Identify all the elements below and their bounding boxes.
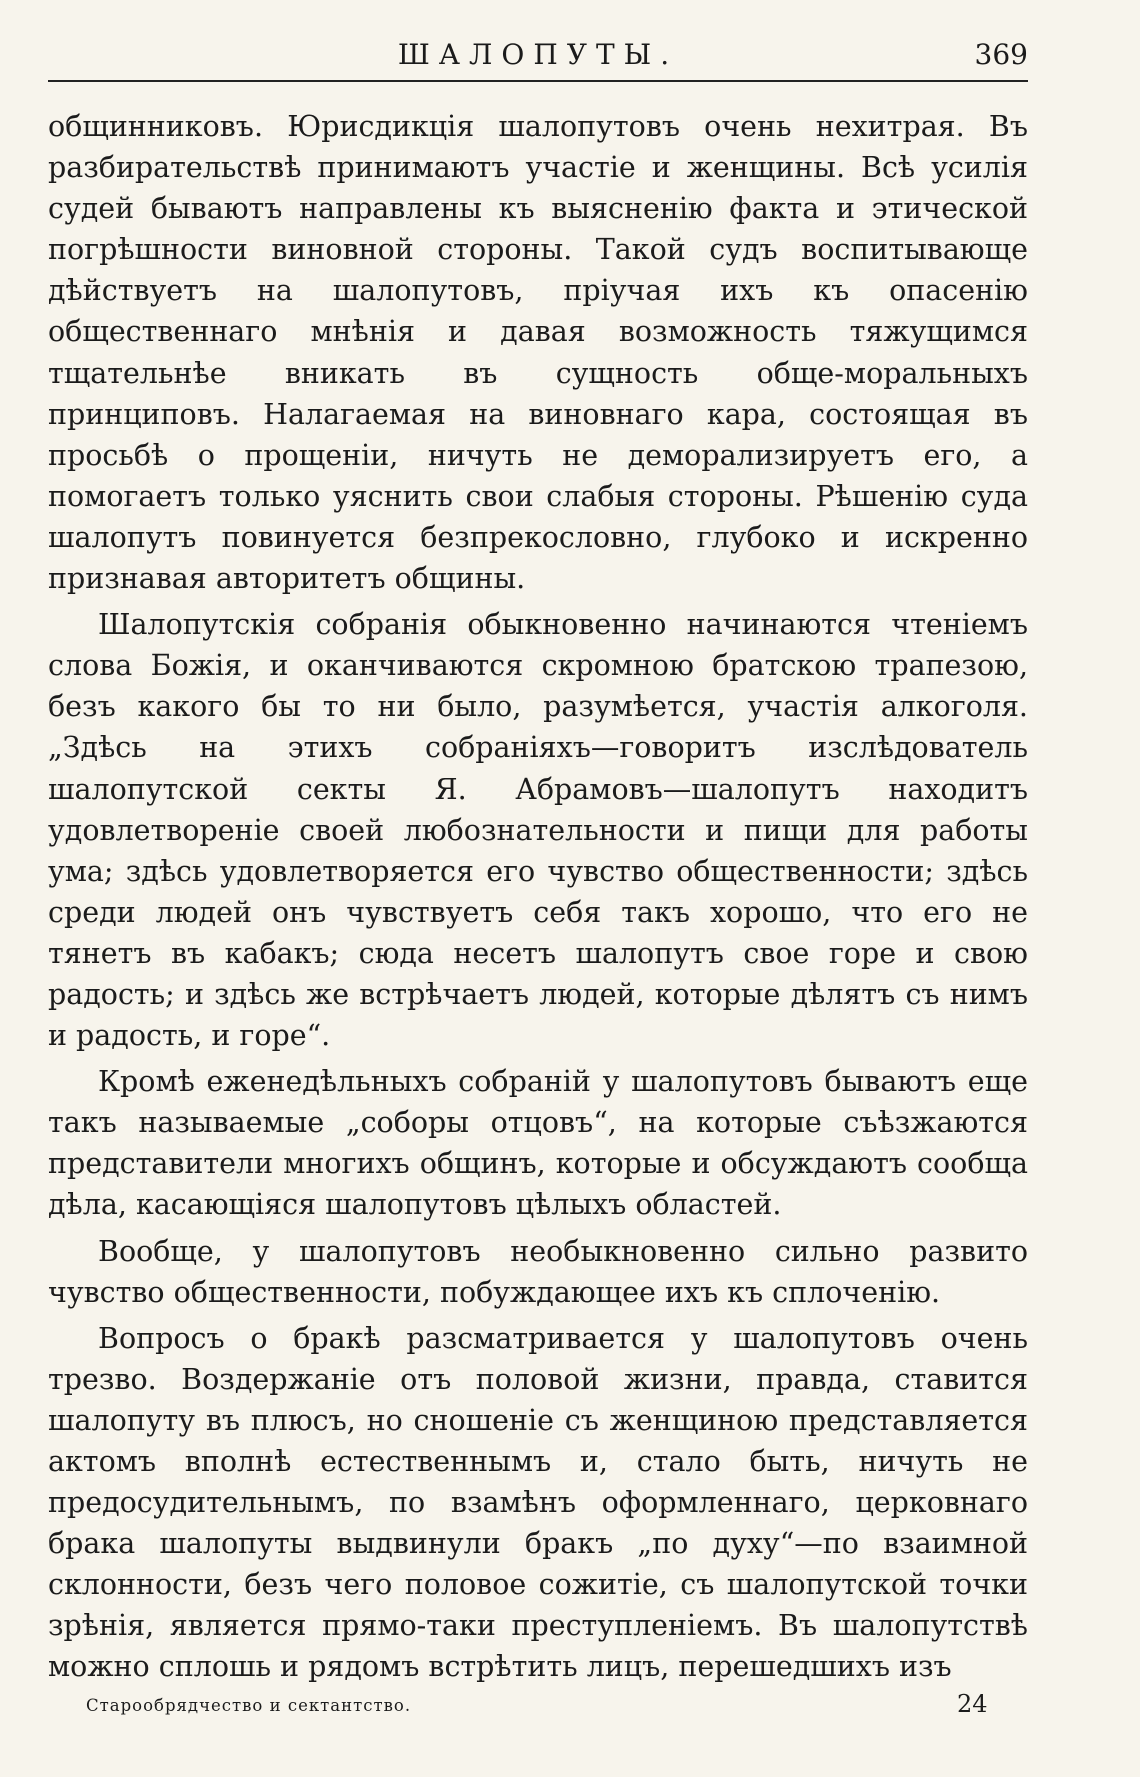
body-text bbox=[48, 106, 1028, 1693]
paragraph: общинниковъ. Юрисдикція шалопутовъ очень нехитрая. Въ разбирательствѣ принимаютъ участіе и женщины. Всѣ усилія судей бываютъ направлены къ выясненію факта и этической погрѣшности виновной стороны. Такой судъ воспитывающе дѣйствуетъ на шалопутовъ, пріучая ихъ къ опасенію общественнаго мнѣнія и давая возможность тяжущимся тщательнѣе вникать въ сущность обще-моральныхъ принциповъ. Налагаемая на виновнаго кара, состоящая въ просьбѣ о прощеніи, ничуть не деморализируетъ его, а помогаетъ только уяснить свои слабыя стороны. Рѣшенію суда шалопутъ повинуется безпрекословно, глубоко и искренно признавая авторитетъ общины. bbox=[48, 110, 1028, 596]
header-rule bbox=[48, 80, 1028, 82]
paragraph: Шалопутскія собранія обыкновенно начинаются чтеніемъ слова Божія, и оканчиваются скромною братскою трапезою, безъ какого бы то ни было, разумѣется, участія алкоголя. „Здѣсь на этихъ собраніяхъ—говоритъ изслѣдователь шалопутской секты Я. Абрамовъ—шалопутъ находитъ удовлетвореніе своей любознательности и пищи для работы ума; здѣсь удовлетворяется его чувство общественности; здѣсь среди людей онъ чувствуетъ себя такъ хорошо, что его не тянетъ въ кабакъ; сюда несетъ шалопутъ свое горе и свою радость; и здѣсь же встрѣчаетъ людей, которые дѣлятъ съ нимъ и радость, и горе“. bbox=[48, 608, 1028, 1053]
paragraph: Вопросъ о бракѣ разсматривается у шалопутовъ очень трезво. Воздержаніе отъ половой жизни, правда, ставится шалопуту въ плюсъ, но сношеніе съ женщиною представляется актомъ вполнѣ естественнымъ и, стало быть, ничуть не предосудительнымъ, по взамѣнъ оформленнаго, церковнаго брака шалопуты выдвинули бракъ „по духу“—по взаимной склонности, безъ чего половое сожитіе, съ шалопутской точки зрѣнія, является прямо-таки преступленіемъ. Въ шалопутствѣ можно сплошь и рядомъ встрѣтить лицъ, перешедшихъ изъ bbox=[48, 1321, 1028, 1684]
running-title: ШАЛОПУТЫ. bbox=[397, 38, 679, 71]
paragraph: Вообще, у шалопутовъ необыкновенно сильно развито чувство общественности, побуждающее ихъ къ сплоченію. bbox=[48, 1234, 1028, 1309]
page-number: 369 bbox=[974, 38, 1028, 71]
page-footer bbox=[48, 1690, 1028, 1724]
page-header bbox=[48, 30, 1028, 74]
footer-book-title: Старообрядчество и сектантство. bbox=[86, 1696, 412, 1715]
signature-mark: 24 bbox=[957, 1690, 988, 1718]
paragraph: Кромѣ еженедѣльныхъ собраній у шалопутовъ бываютъ еще такъ называемые „соборы отцовъ“, на которые съѣзжаются представители многихъ общинъ, которые и обсуждаютъ сообща дѣла, касающіяся шалопутовъ цѣлыхъ областей. bbox=[48, 1065, 1028, 1222]
